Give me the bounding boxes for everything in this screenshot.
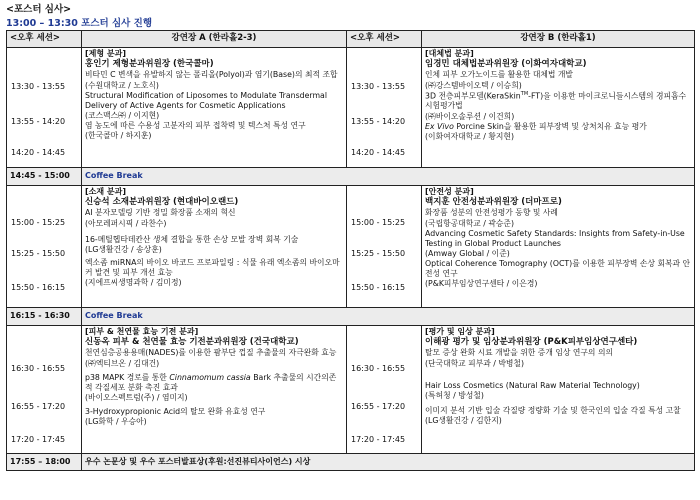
talk-title-part: -FT)을 이용한 마이크로니들시스템의 경피흡수시험평가법: [425, 91, 687, 111]
talk-title-part: p38 MAPK 경로를 통한: [85, 372, 170, 382]
talk-speaker: (LG화학 / 우승아): [85, 417, 147, 427]
time: 15:00 - 15:25: [351, 218, 406, 227]
talk-speaker: (한국콜마 / 하지훈): [85, 131, 152, 141]
time: 15:00 - 15:25: [11, 218, 66, 227]
awards-label: 우수 논문상 및 우수 포스터발표상(후원:선진뷰티사이언스) 시상: [82, 454, 695, 471]
break-time: 16:15 - 16:30: [7, 308, 82, 326]
times-a-2: [7, 186, 82, 308]
time: 15:25 - 15:50: [11, 249, 66, 258]
room-b-block-1: [422, 48, 695, 168]
room-b-label: 강연장 B (한라홀1): [422, 31, 695, 48]
talk-speaker: (단국대학교 피부과 / 박병철): [425, 358, 524, 368]
awards-row: [7, 454, 695, 471]
talk-title-part: Bark 추출물의 시간의존적 각질세포 분화 촉진 효과: [85, 372, 337, 392]
section-title: [제형 분과]: [85, 49, 127, 58]
talk-speaker: (㈜강스템바이오텍 / 이승희): [425, 80, 522, 90]
room-b-block-3: [422, 326, 695, 454]
talk-title: 인체 피부 오가노이드를 활용한 대체법 개발: [425, 70, 573, 80]
times-a-3: [7, 326, 82, 454]
talk-title: 화장품 성분의 안전성평가 동향 및 사례: [425, 208, 558, 218]
talk-title-part: Porcine Skin을 활용한 피부장벽 및 상처치유 효능 평가: [453, 121, 647, 131]
talk-title: [425, 122, 691, 132]
program-table: [6, 30, 695, 471]
room-a-block-2: [82, 186, 347, 308]
talk-title: 3-Hydroxypropionic Acid의 탈모 완화 유효성 연구: [85, 407, 266, 417]
talk-title: Hair Loss Cosmetics (Natural Raw Material Technology): [425, 380, 640, 390]
talk-speaker: (코스맥스㈜ / 이지현): [85, 110, 160, 120]
time: 17:20 - 17:45: [11, 435, 66, 444]
talk-title: 16-메틸헵타데칸산 생체 결합을 통한 손상 모발 장벽 회복 기술: [85, 234, 299, 244]
times-b-2: [347, 186, 422, 308]
talk-speaker: (LG생활건강 / 김한지): [425, 416, 502, 426]
page-title: <포스터 심사>: [6, 4, 72, 15]
session-block-2: [7, 186, 695, 308]
room-a-label: 강연장 A (한라홀2-3): [82, 31, 347, 48]
room-a-block-1: [82, 48, 347, 168]
section-title: [평가 및 임상 분과]: [425, 327, 495, 336]
chair-name: 백지훈 안전성분과위원장 (더마프로): [425, 197, 562, 208]
time: 16:30 - 16:55: [351, 364, 406, 373]
talk-speaker: (㈜엑티브온 / 김대건): [85, 358, 160, 368]
trademark-sup: TM: [520, 90, 529, 97]
coffee-break-row: [7, 168, 695, 186]
chair-name: 신동옥 피부 & 천연물 효능 기전분과위원장 (건국대학교): [85, 337, 299, 348]
time: 14:20 - 14:45: [351, 148, 406, 157]
talk-speaker: (특허청 / 방성철): [425, 390, 484, 400]
talk-title: 엑소좀 miRNA의 바이오 바코드 프로파일링 : 식물 유래 엑소좀의 바이오마커 발견 및 피부 개선 효능: [85, 257, 340, 278]
left-session-label: <오후 세션>: [7, 31, 82, 48]
talk-speaker: (지에프씨생명과학 / 김미정): [85, 278, 182, 288]
talk-speaker: (이화여자대학교 / 황지현): [425, 131, 514, 141]
talk-title: AI 분자모델링 기반 정밀 화장품 소재의 혁신: [85, 208, 236, 218]
chair-name: 홍인기 제형분과위원장 (한국콜마): [85, 59, 214, 70]
times-b-3: [347, 326, 422, 454]
talk-title: 이미지 분석 기반 입술 각질량 정량화 기술 및 한국인의 입술 각질 특성 고찰: [425, 405, 681, 415]
talk-speaker: (수원대학교 / 노호식): [85, 80, 159, 90]
section-title: [소재 분과]: [85, 187, 127, 196]
talk-title: [85, 373, 343, 393]
talk-speaker: (Amway Global / 이준): [425, 248, 510, 258]
table-header: [7, 31, 695, 48]
chair-name: 신승석 소재분과위원장 (현대바이오랜드): [85, 197, 239, 208]
talk-title: 염 농도에 따른 수용성 고분자의 피부 접착력 및 텍스처 특성 연구: [85, 121, 306, 131]
talk-speaker: (P&K피부임상연구센타 / 이은경): [425, 279, 538, 289]
times-a-1: [7, 48, 82, 168]
time: 16:30 - 16:55: [11, 364, 66, 373]
talk-speaker: (바이오스펙트럼(주) / 염미지): [85, 392, 188, 402]
talk-speaker: (아모레퍼시픽 / 라찬수): [85, 218, 167, 228]
time: 15:50 - 16:15: [11, 283, 66, 292]
talk-title-part: 3D 전층피부모델(KeraSkin: [425, 91, 521, 101]
break-label: Coffee Break: [82, 168, 695, 186]
time: 15:50 - 16:15: [351, 283, 406, 292]
talk-speaker: (LG생활건강 / 송상훈): [85, 244, 162, 254]
talk-title-italic: Ex Vivo: [425, 121, 454, 131]
session-block-1: [7, 48, 695, 168]
talk-title: Optical Coherence Tomography (OCT)를 이용한 피부장벽 손상 회복과 안전성 연구: [425, 259, 691, 279]
time: 16:55 - 17:20: [11, 402, 66, 411]
talk-title: Structural Modification of Liposomes to Modulate Transdermal Delivery of Active Agents for Cosmetic Applications: [85, 90, 327, 110]
talk-title: 비타민 C 변색을 유발하지 않는 폴리올(Polyol)과 염기(Base)의 최적 조합: [85, 70, 338, 80]
section-title: [안전성 분과]: [425, 187, 474, 196]
time: 13:55 - 14:20: [351, 117, 406, 126]
time: 17:20 - 17:45: [351, 435, 406, 444]
times-b-1: [347, 48, 422, 168]
talk-title: [425, 91, 691, 112]
talk-title-italic: Cinnamomum cassia: [169, 372, 251, 382]
time: 14:20 - 14:45: [11, 148, 66, 157]
talk-speaker: (국립항공대학교 / 곽승준): [425, 218, 514, 228]
time: 15:25 - 15:50: [351, 249, 406, 258]
poster-session-time: 13:00 – 13:30 포스터 심사 진행: [6, 18, 153, 29]
awards-time: 17:55 – 18:00: [7, 454, 82, 471]
talk-title: 탈모 증상 완화 시료 개발을 위한 증개 임상 연구의 의의: [425, 348, 614, 358]
session-block-3: [7, 326, 695, 454]
break-label: Coffee Break: [82, 308, 695, 326]
talk-speaker: (㈜바이오솔루션 / 이건희): [425, 111, 515, 121]
break-time: 14:45 - 15:00: [7, 168, 82, 186]
chair-name: 이해광 평가 및 임상분과위원장 (P&K피부임상연구센타): [425, 337, 638, 348]
time: 13:55 - 14:20: [11, 117, 66, 126]
chair-name: 임경민 대체법분과위원장 (이화여자대학교): [425, 59, 587, 70]
time: 16:55 - 17:20: [351, 402, 406, 411]
talk-title: 천연심층공용용매(NADES)를 이용한 팜부단 껍질 추출물의 자극완화 효능: [85, 348, 337, 358]
talk-title: Advancing Cosmetic Safety Standards: Insights from Safety-in-Use Testing in Global Product Launches: [425, 228, 685, 248]
section-title: [피부 & 천연물 효능 기전 분과]: [85, 327, 199, 336]
coffee-break-row: [7, 308, 695, 326]
time: 13:30 - 13:55: [11, 82, 66, 91]
section-title: [대체법 분과]: [425, 49, 474, 58]
right-session-label: <오후 세션>: [347, 31, 422, 48]
room-a-block-3: [82, 326, 347, 454]
time: 13:30 - 13:55: [351, 82, 406, 91]
room-b-block-2: [422, 186, 695, 308]
